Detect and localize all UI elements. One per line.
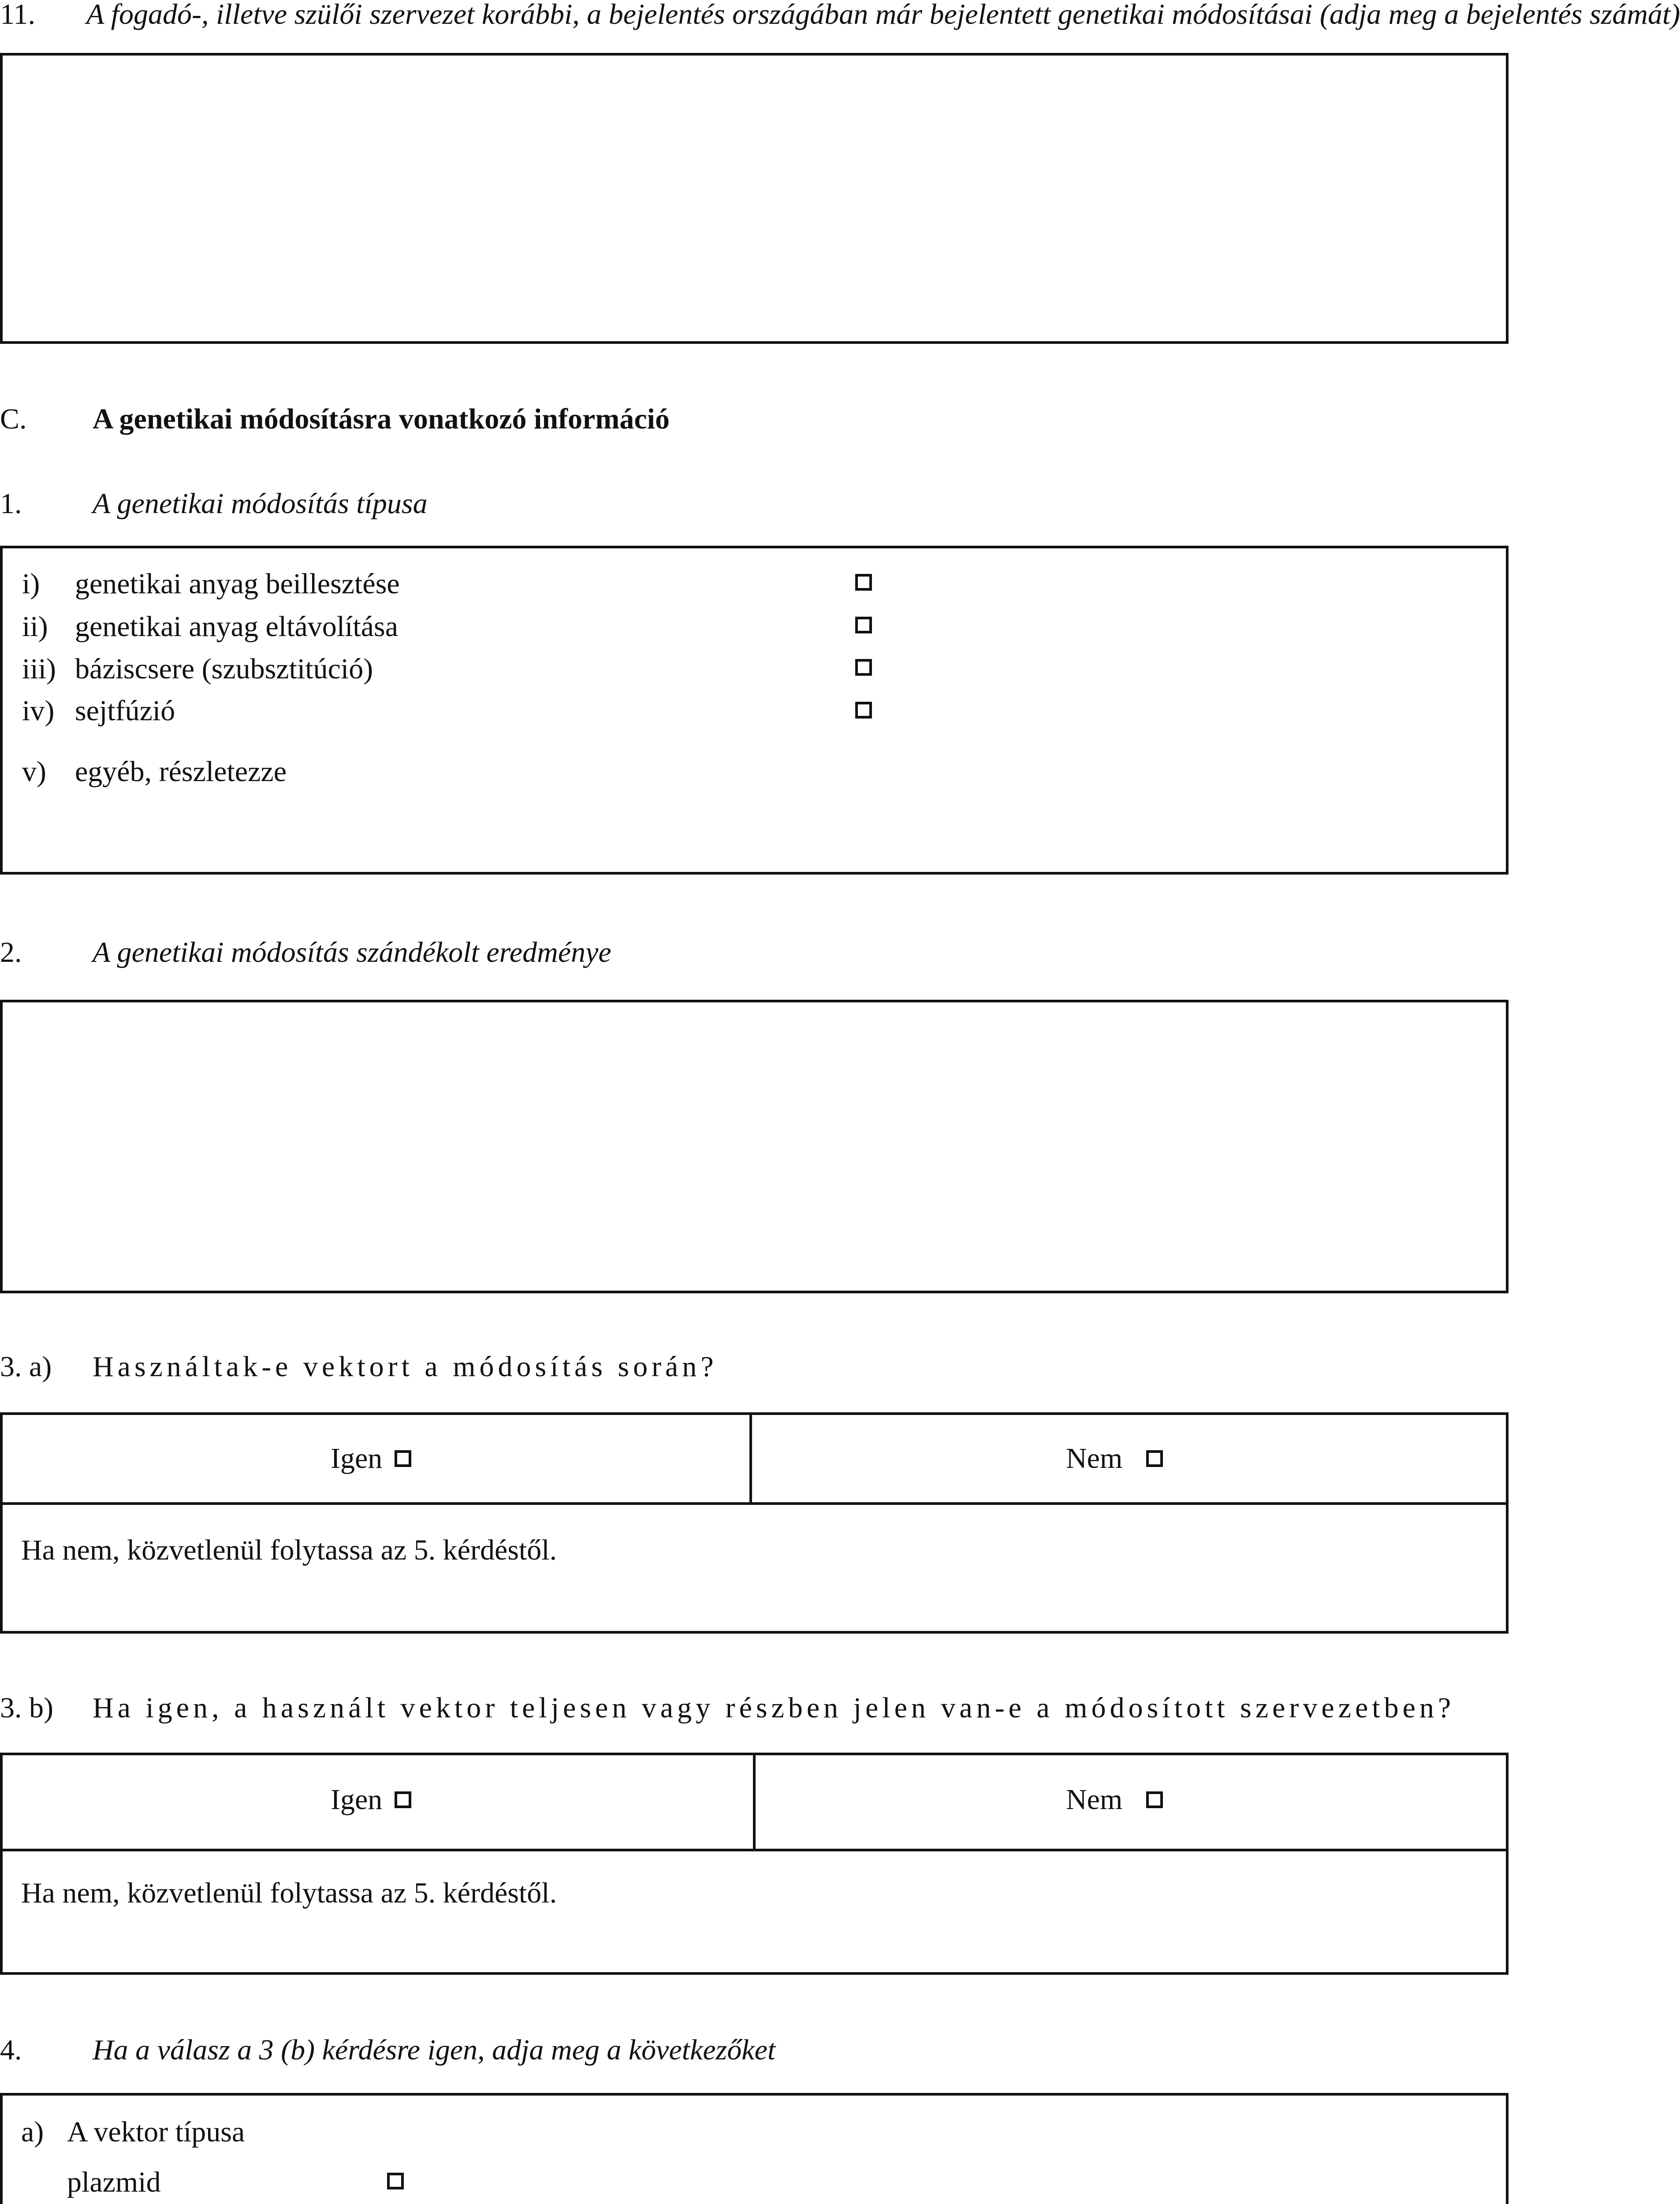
q3b-divider <box>753 1753 756 1851</box>
q1-item-label: báziscsere (szubsztitúció) <box>75 653 373 685</box>
q3a-number: 3. a) <box>0 1351 52 1383</box>
q11-answer-field[interactable] <box>0 53 1509 344</box>
q3a-no-label: Nem <box>1066 1442 1123 1474</box>
q1-item-roman: i) <box>22 568 40 600</box>
q2-number: 2. <box>0 936 22 968</box>
q1-item-checkbox[interactable] <box>855 617 872 633</box>
q1-number: 1. <box>0 488 22 520</box>
q3a-label: Használtak-e vektort a módosítás során? <box>93 1351 718 1383</box>
q4-sub-letter: a) <box>21 2116 44 2148</box>
q3a-box <box>0 1412 1509 1634</box>
q3a-divider <box>0 1502 1509 1505</box>
q3a-yes-checkbox[interactable] <box>395 1450 411 1467</box>
q1-item-roman: iv) <box>22 695 55 727</box>
q1-item-roman: ii) <box>22 611 48 643</box>
q1-label: A genetikai módosítás típusa <box>93 488 428 520</box>
q1-other-label: egyéb, részletezze <box>75 756 287 788</box>
q3b-no-label: Nem <box>1066 1783 1123 1816</box>
section-c-letter: C. <box>0 403 27 435</box>
q3b-divider <box>0 1849 1509 1851</box>
q3a-no-checkbox[interactable] <box>1146 1450 1163 1467</box>
section-c-title: A genetikai módosításra vonatkozó információ <box>93 403 670 435</box>
q4-sub-title: A vektor típusa <box>67 2116 245 2148</box>
q3a-divider <box>749 1412 752 1505</box>
q1-item-label: genetikai anyag beillesztése <box>75 568 400 600</box>
q4-number: 4. <box>0 2034 22 2066</box>
q3a-note: Ha nem, közvetlenül folytassa az 5. kérdéstől. <box>21 1534 557 1566</box>
q4-vector-checkbox[interactable] <box>387 2173 404 2189</box>
q2-label: A genetikai módosítás szándékolt eredménye <box>93 936 611 968</box>
q3b-yes-checkbox[interactable] <box>395 1791 411 1808</box>
q3b-number: 3. b) <box>0 1692 53 1724</box>
q1-item-checkbox[interactable] <box>855 574 872 591</box>
q3b-note: Ha nem, közvetlenül folytassa az 5. kérdéstől. <box>21 1877 557 1909</box>
q3b-label: Ha igen, a használt vektor teljesen vagy részben jelen van-e a módosított szervezetben? <box>93 1692 1455 1724</box>
q4-vector-label: plazmid <box>67 2166 161 2198</box>
q1-item-roman: iii) <box>22 653 56 685</box>
q1-item-label: sejtfúzió <box>75 695 175 727</box>
q1-other-roman: v) <box>22 756 46 788</box>
q3b-no-checkbox[interactable] <box>1146 1791 1163 1808</box>
q11-number: 11. <box>0 0 36 30</box>
q1-item-checkbox[interactable] <box>855 702 872 719</box>
q1-item-checkbox[interactable] <box>855 659 872 676</box>
q3a-yes-label: Igen <box>331 1442 383 1474</box>
q2-answer-field[interactable] <box>0 1000 1509 1293</box>
q1-other-input[interactable] <box>309 754 1490 789</box>
q4-label: Ha a válasz a 3 (b) kérdésre igen, adja meg a következőket <box>93 2034 776 2066</box>
q1-item-label: genetikai anyag eltávolítása <box>75 611 399 643</box>
q11-label: A fogadó-, illetve szülői szervezet korábbi, a bejelentés országában már bejelentett genetikai módosításai (adja meg a bejelentés számát) <box>86 0 1680 30</box>
q4-box <box>0 2093 1509 2204</box>
q3b-yes-label: Igen <box>331 1783 383 1816</box>
